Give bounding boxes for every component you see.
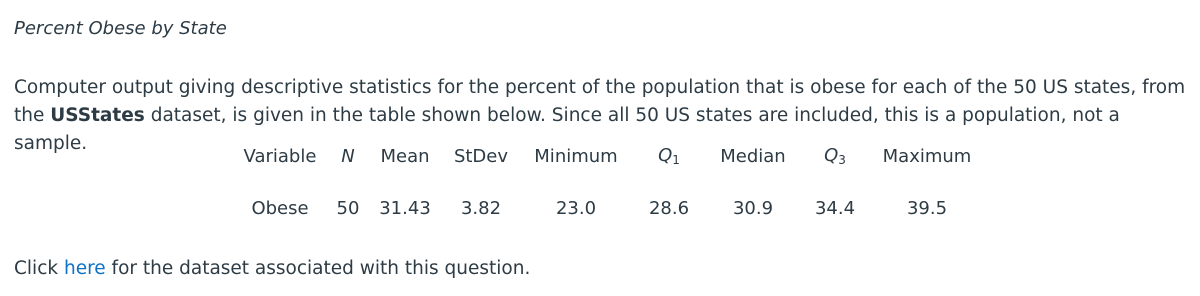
cell-n: 50 [336, 197, 360, 219]
cell-q1: 28.6 [648, 197, 690, 219]
header-q1-subscript: 1 [672, 153, 680, 167]
header-stdev: StDev [453, 145, 509, 167]
table-row [233, 174, 983, 238]
header-mean: Mean [380, 145, 430, 167]
table-header-row [233, 138, 983, 174]
cell-median: 30.9 [732, 197, 774, 219]
footer-text-end: for the dataset associated with this question. [105, 258, 531, 279]
dataset-name: USStates [50, 105, 145, 126]
dataset-link-line [14, 258, 530, 279]
cell-variable: Obese [251, 197, 309, 219]
header-q3 [799, 138, 871, 174]
header-minimum: Minimum [534, 145, 618, 167]
footer-text-start: Click [14, 258, 64, 279]
header-n: N [341, 145, 355, 167]
header-q3-subscript: 3 [838, 153, 846, 167]
header-q3-letter: Q [824, 145, 839, 166]
header-maximum: Maximum [882, 145, 972, 167]
header-median: Median [720, 145, 786, 167]
paragraph-text-end: dataset, is given in the table shown below. Since all 50 US states are included, this is a population, not a sample. [14, 105, 1120, 154]
cell-q3: 34.4 [814, 197, 856, 219]
cell-stdev: 3.82 [460, 197, 502, 219]
paragraph-text-start: Computer output giving descriptive statistics for the percent of the population that is obese for each of the 50 US states, from the [14, 77, 1186, 126]
statistics-table [233, 138, 983, 238]
cell-minimum: 23.0 [555, 197, 597, 219]
cell-mean: 31.43 [379, 197, 431, 219]
header-q1-letter: Q [658, 145, 673, 166]
cell-maximum: 39.5 [906, 197, 948, 219]
dataset-link[interactable]: here [63, 258, 106, 279]
header-variable: Variable [243, 145, 317, 167]
header-q1 [631, 138, 707, 174]
section-heading: Percent Obese by State [14, 18, 227, 39]
